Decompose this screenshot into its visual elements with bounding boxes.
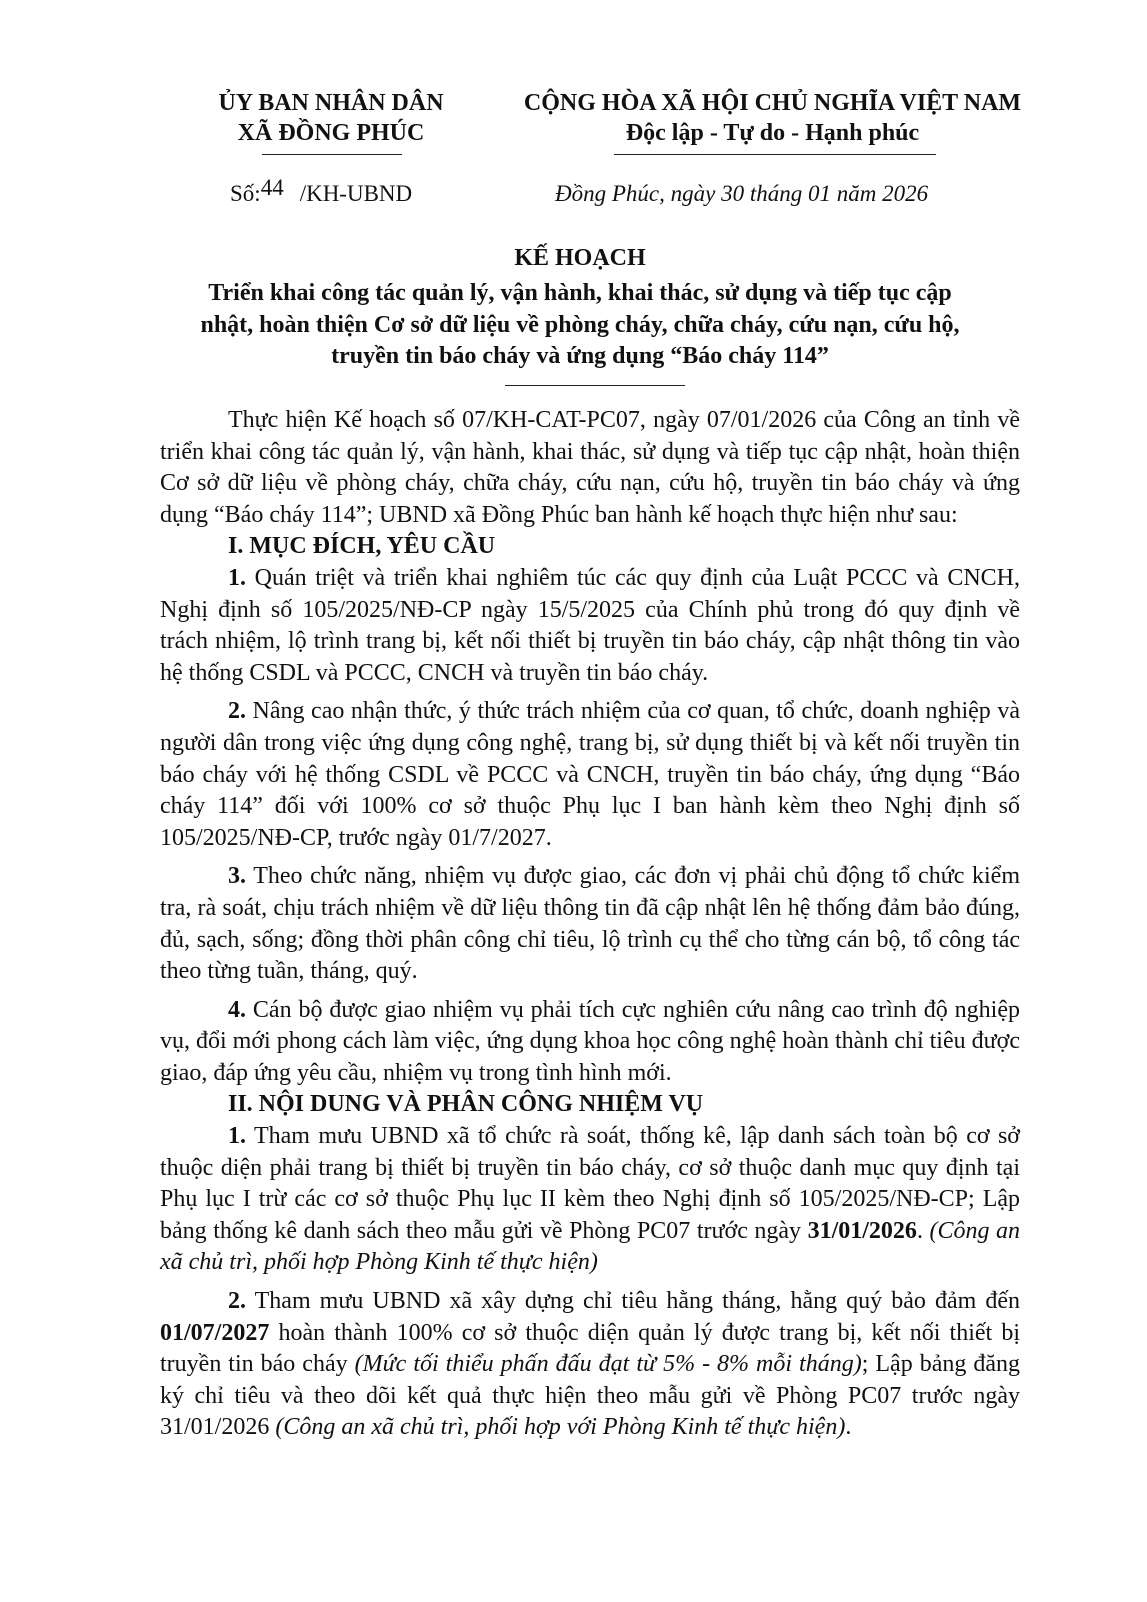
item-text: Theo chức năng, nhiệm vụ được giao, các đơn vị phải chủ động tổ chức kiểm tra, rà soát, chịu trách nhiệm về dữ liệu thông tin đã cập nhật lên hệ thống đảm bảo đúng, đủ, sạch, sống; đồng thời phân công chỉ tiêu, lộ trình cụ thể cho từng cán bộ, tổ công tác theo từng tuần, tháng, quý. (160, 863, 1020, 985)
section-2-item-2 (160, 1286, 1020, 1444)
document-body (160, 405, 1020, 1444)
nation-line-1: CỘNG HÒA XÃ HỘI CHỦ NGHĨA VIỆT NAM (523, 90, 1022, 116)
deadline-date: 31/01/2026 (807, 1217, 917, 1244)
responsibility-note: (Công an xã chủ trì, phối hợp với Phòng Kinh tế thực hiện) (275, 1414, 846, 1441)
section-2-heading: II. NỘI DUNG VÀ PHÂN CÔNG NHIỆM VỤ (228, 1091, 704, 1118)
document-type-title: KẾ HOẠCH (514, 245, 646, 271)
responsibility-note: (Công an xã chủ trì, phối hợp Phòng Kinh tế thực hiện) (160, 1217, 1021, 1276)
subject-line-1: Triển khai công tác quản lý, vận hành, khai thác, sử dụng và tiếp tục cập (208, 280, 952, 306)
item-text-tail: . (916, 1217, 930, 1244)
item-number: 3. (228, 863, 246, 890)
issuing-authority (186, 88, 476, 148)
document-subject (150, 278, 1010, 373)
authority-line-2: XÃ ĐỒNG PHÚC (237, 120, 425, 146)
authority-line-1: ỦY BAN NHÂN DÂN (218, 90, 444, 116)
doc-no-suffix: /KH-UBND (299, 181, 413, 206)
doc-no-prefix: Số: (230, 181, 261, 206)
item-number: 4. (228, 996, 246, 1023)
intro-paragraph: Thực hiện Kế hoạch số 07/KH-CAT-PC07, ngày 07/01/2026 của Công an tỉnh về triển khai công tác quản lý, vận hành, khai thác, sử dụng và tiếp tục cập nhật, hoàn thiện Cơ sở dữ liệu về phòng cháy, chữa cháy, cứu nạn, cứu hộ, truyền tin báo cháy và ứng dụng “Báo cháy 114”; UBND xã Đồng Phúc ban hành kế hoạch thực hiện như sau: (160, 407, 1020, 528)
item-text-c: ; Lập bảng đăng ký chỉ tiêu và theo dõi kết quả thực hiện theo mẫu gửi về Phòng PC07 trước ngày 31/01/2026 (160, 1351, 1020, 1441)
item-number: 1. (228, 564, 246, 591)
item-text-b: hoàn thành 100% cơ sở thuộc diện quản lý được trang bị, kết nối thiết bị truyền tin báo cháy (160, 1319, 1020, 1378)
document-number (230, 175, 413, 207)
section-2-item-1 (160, 1121, 1020, 1279)
section-1-item-1 (160, 563, 1020, 689)
nation-motto: Độc lập - Tự do - Hạnh phúc (625, 120, 920, 146)
item-number: 2. (228, 698, 246, 725)
section-1-item-3 (160, 861, 1020, 987)
doc-no-value: 44 (260, 175, 284, 200)
item-text: Tham mưu UBND xã tổ chức rà soát, thống kê, lập danh sách toàn bộ cơ sở thuộc diện phải trang bị thiết bị truyền tin báo cháy, cơ sở thuộc danh mục quy định tại Phụ lục I trừ các cơ sở thuộc Phụ lục II kèm theo Nghị định số 105/2025/NĐ-CP; Lập bảng thống kê danh sách theo mẫu gửi về Phòng PC07 trước ngày (160, 1123, 1020, 1244)
item-number: 2. (228, 1288, 246, 1315)
item-number: 1. (228, 1123, 246, 1150)
section-1-item-2 (160, 696, 1020, 854)
item-text: Cán bộ được giao nhiệm vụ phải tích cực nghiên cứu nâng cao trình độ nghiệp vụ, đổi mới phong cách làm việc, ứng dụng khoa học công nghệ hoàn thành chỉ tiêu được giao, đáp ứng yêu cầu, nhiệm vụ trong tình hình mới. (160, 996, 1020, 1086)
authority-underline (262, 154, 402, 155)
subject-line-3: truyền tin báo cháy và ứng dụng “Báo cháy 114” (331, 343, 829, 369)
subject-line-2: nhật, hoàn thiện Cơ sở dữ liệu về phòng cháy, chữa cháy, cứu nạn, cứu hộ, (200, 311, 960, 338)
item-text-end: . (845, 1414, 852, 1441)
item-text: Nâng cao nhận thức, ý thức trách nhiệm của cơ quan, tổ chức, doanh nghiệp và người dân trong việc ứng dụng công nghệ, trang bị, sử dụng thiết bị và kết nối truyền tin báo cháy với hệ thống CSDL về PCCC và CNCH, truyền tin báo cháy, ứng dụng “Báo cháy 114” đối với 100% cơ sở thuộc Phụ lục I ban hành kèm theo Nghị định số 105/2025/NĐ-CP, trước ngày 01/7/2027. (160, 698, 1020, 851)
item-text: Quán triệt và triển khai nghiêm túc các quy định của Luật PCCC và CNCH, Nghị định số 105/2025/NĐ-CP ngày 15/5/2025 của Chính phủ trong đó quy định về trách nhiệm, lộ trình trang bị, kết nối thiết bị truyền tin báo cháy, cập nhật thông tin vào hệ thống CSDL và PCCC, CNCH và truyền tin báo cháy. (160, 564, 1020, 686)
section-1-heading: I. MỤC ĐÍCH, YÊU CẦU (228, 533, 496, 560)
target-note: (Mức tối thiểu phấn đấu đạt từ 5% - 8% mỗi tháng) (354, 1351, 862, 1378)
national-heading (500, 88, 1045, 148)
title-divider (505, 385, 685, 386)
item-text-a: Tham mưu UBND xã xây dựng chỉ tiêu hằng tháng, hằng quý bảo đảm đến (246, 1288, 1020, 1315)
motto-underline (614, 154, 936, 155)
place-and-date: Đồng Phúc, ngày 30 tháng 01 năm 2026 (555, 181, 929, 206)
deadline-date: 01/07/2027 (160, 1319, 270, 1346)
section-1-item-4 (160, 995, 1020, 1090)
